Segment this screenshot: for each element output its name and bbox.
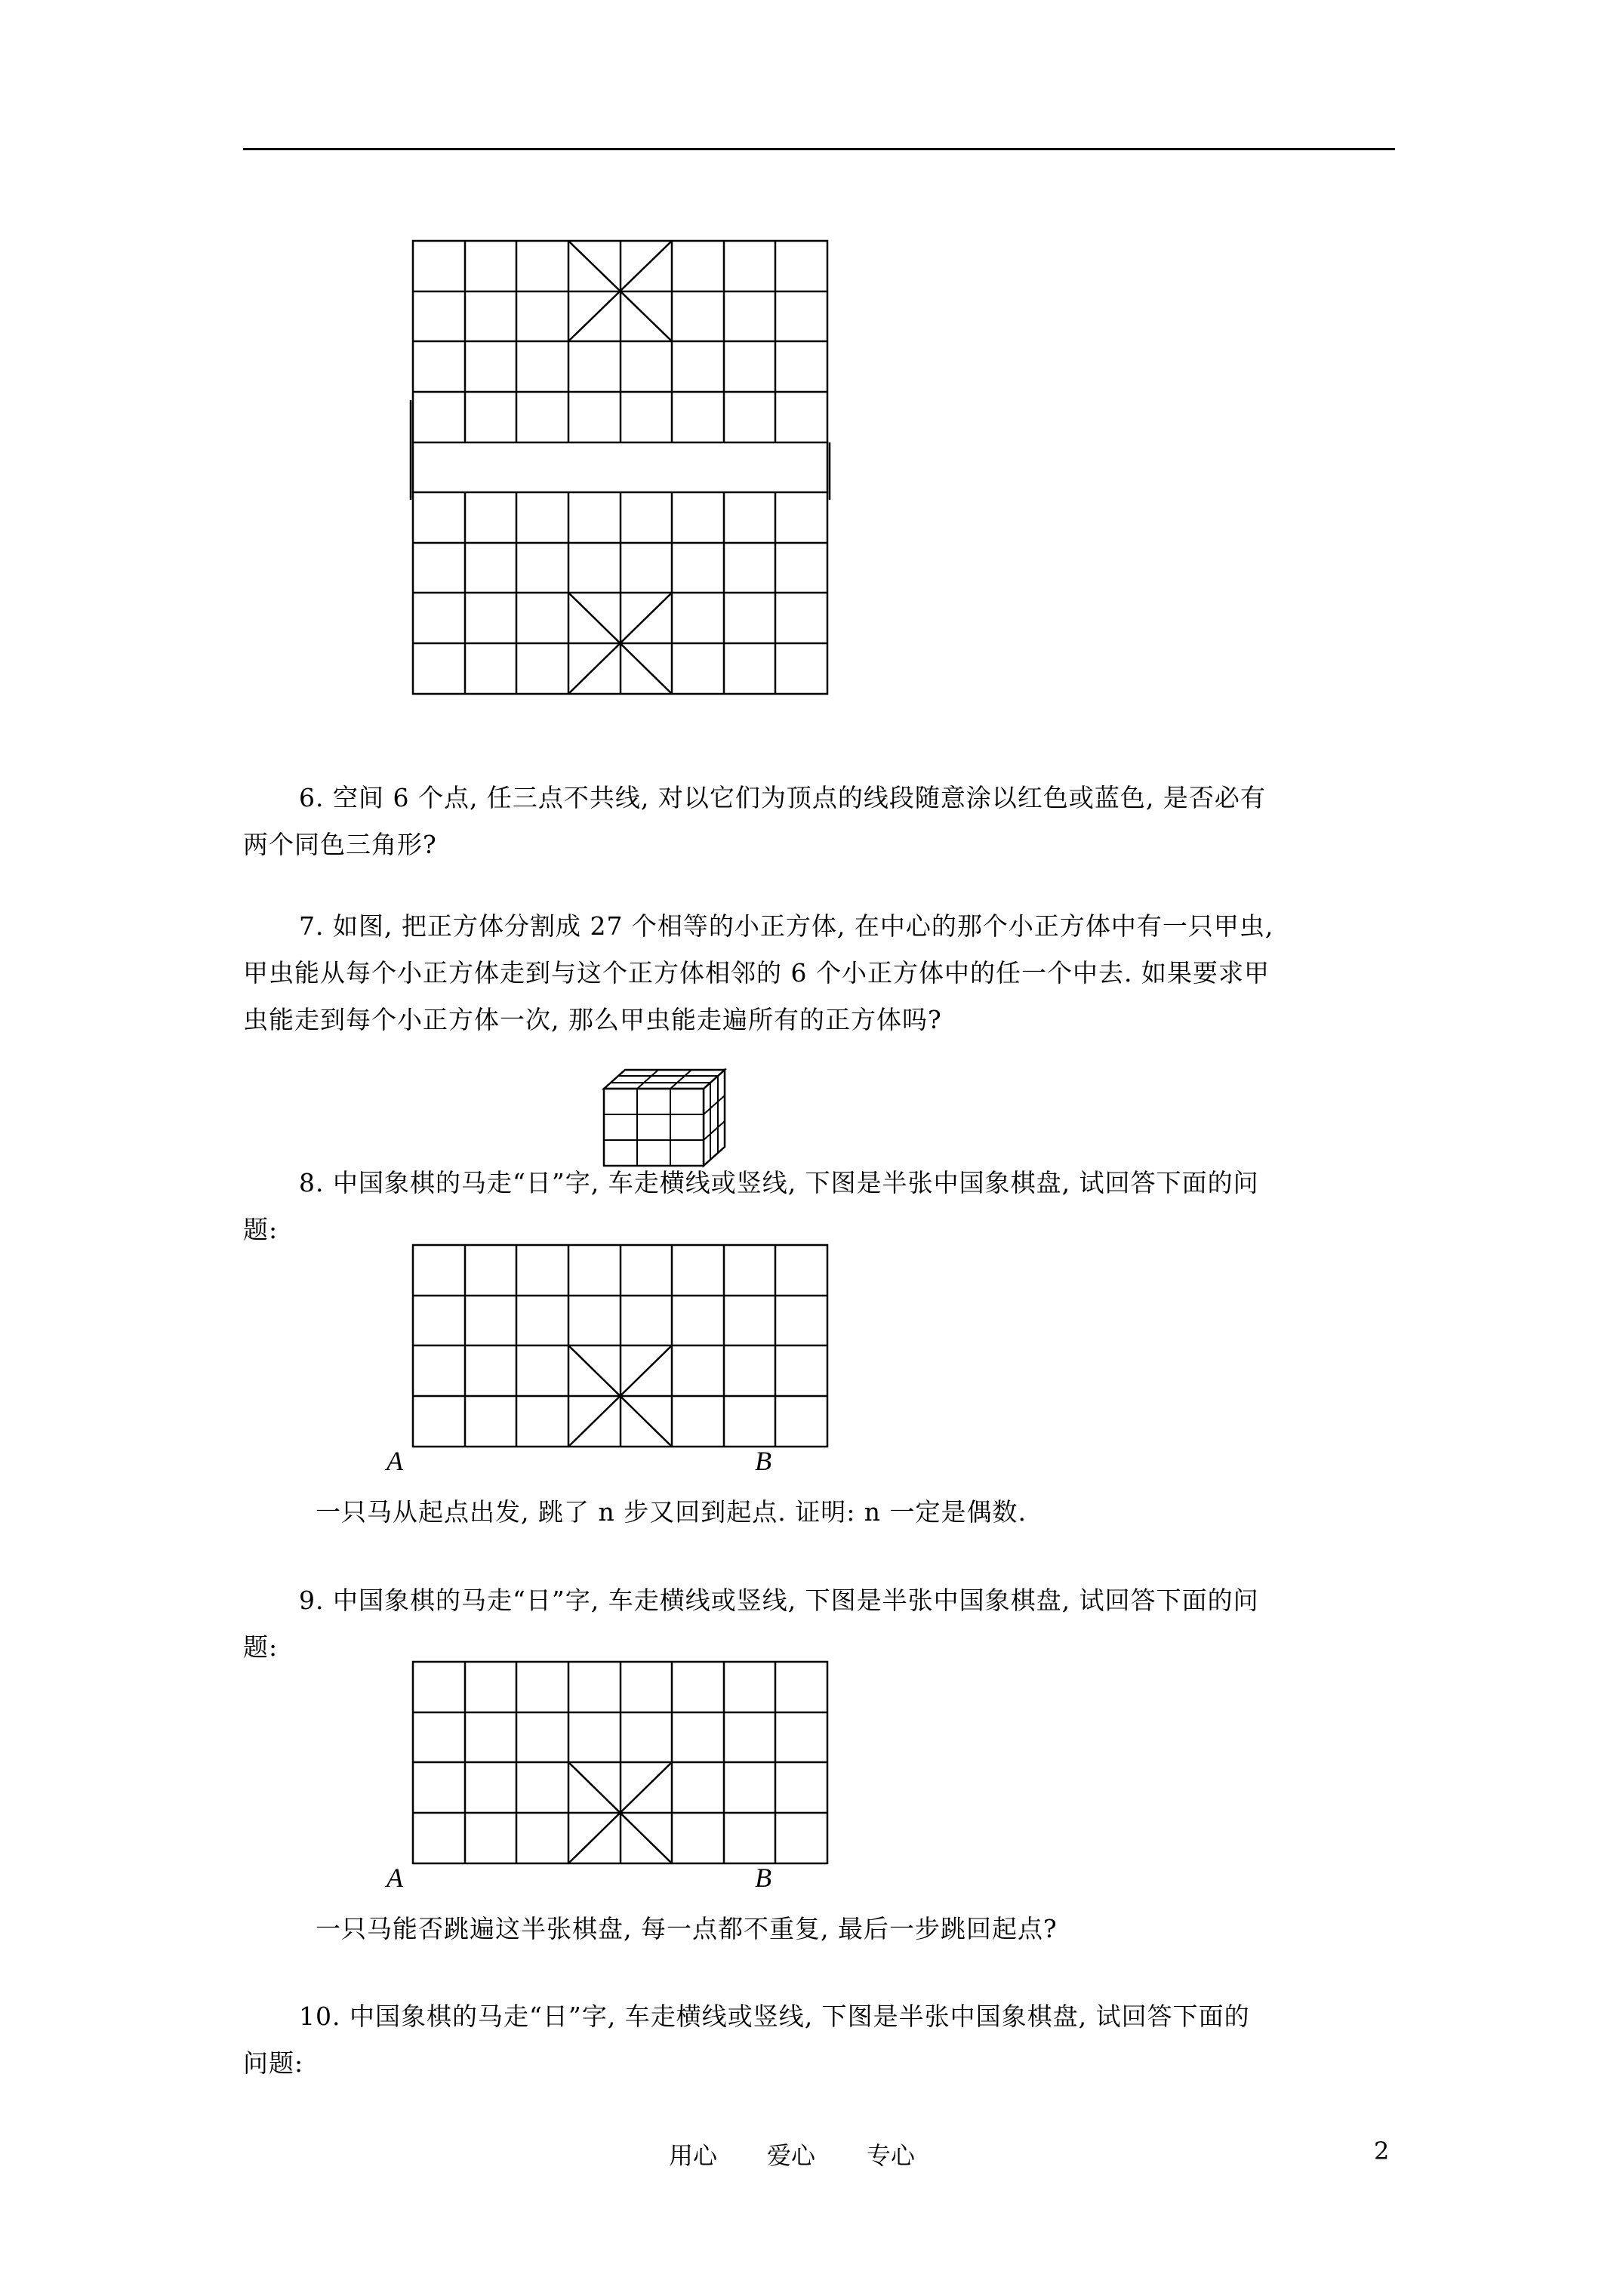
q8-label-b: B (755, 1446, 771, 1476)
question-8-line-2: 题: (243, 1215, 279, 1244)
footer-slogan-1: 用心 (669, 2141, 718, 2170)
question-9-line-2: 题: (243, 1632, 279, 1662)
question-10-line-1: 10. 中国象棋的马走“日”字, 车走横线或竖线, 下图是半张中国象棋盘, 试回答下面的 (299, 2002, 1250, 2031)
question-7-line-3: 虫能走到每个小正方体一次, 那么甲虫能走遍所有的正方体吗? (243, 1005, 942, 1034)
question-8-statement (243, 1489, 1467, 1536)
footer-slogan-2: 爱心 (767, 2141, 816, 2170)
question-7-line-1: 7. 如图, 把正方体分割成 27 个相等的小正方体, 在中心的那个小正方体中有一只甲虫, (299, 911, 1274, 941)
question-10 (243, 1993, 1395, 2087)
page-number: 2 (1374, 2137, 1390, 2165)
q8-half-chessboard (400, 1238, 838, 1457)
question-6-line-1: 6. 空间 6 个点, 任三点不共线, 对以它们为顶点的线段随意涂以红色或蓝色, 是否必有 (299, 783, 1266, 812)
question-6-line-2: 两个同色三角形? (243, 830, 437, 859)
header-rule (243, 148, 1395, 150)
footer-slogan-3: 专心 (867, 2141, 916, 2170)
q8-label-a: A (387, 1446, 403, 1476)
question-9-after: 一只马能否跳遍这半张棋盘, 每一点都不重复, 最后一步跳回起点? (316, 1914, 1058, 1943)
full-chessboard-figure (400, 234, 838, 702)
question-8-line-1: 8. 中国象棋的马走“日”字, 车走横线或竖线, 下图是半张中国象棋盘, 试回答下面的问 (299, 1168, 1259, 1197)
question-10-line-2: 问题: (243, 2048, 304, 2078)
q9-half-chessboard (400, 1655, 838, 1874)
question-6 (243, 775, 1395, 868)
question-9-statement (243, 1906, 1467, 1952)
question-8-after: 一只马从起点出发, 跳了 n 步又回到起点. 证明: n 一定是偶数. (316, 1497, 1027, 1527)
question-7-line-2: 甲虫能从每个小正方体走到与这个正方体相邻的 6 个小正方体中的任一个中去. 如果要求甲 (243, 958, 1270, 988)
q9-label-b: B (755, 1863, 771, 1893)
question-9-line-1: 9. 中国象棋的马走“日”字, 车走横线或竖线, 下图是半张中国象棋盘, 试回答下面的问 (299, 1586, 1259, 1615)
q9-label-a: A (387, 1863, 403, 1893)
question-7 (243, 903, 1395, 1043)
